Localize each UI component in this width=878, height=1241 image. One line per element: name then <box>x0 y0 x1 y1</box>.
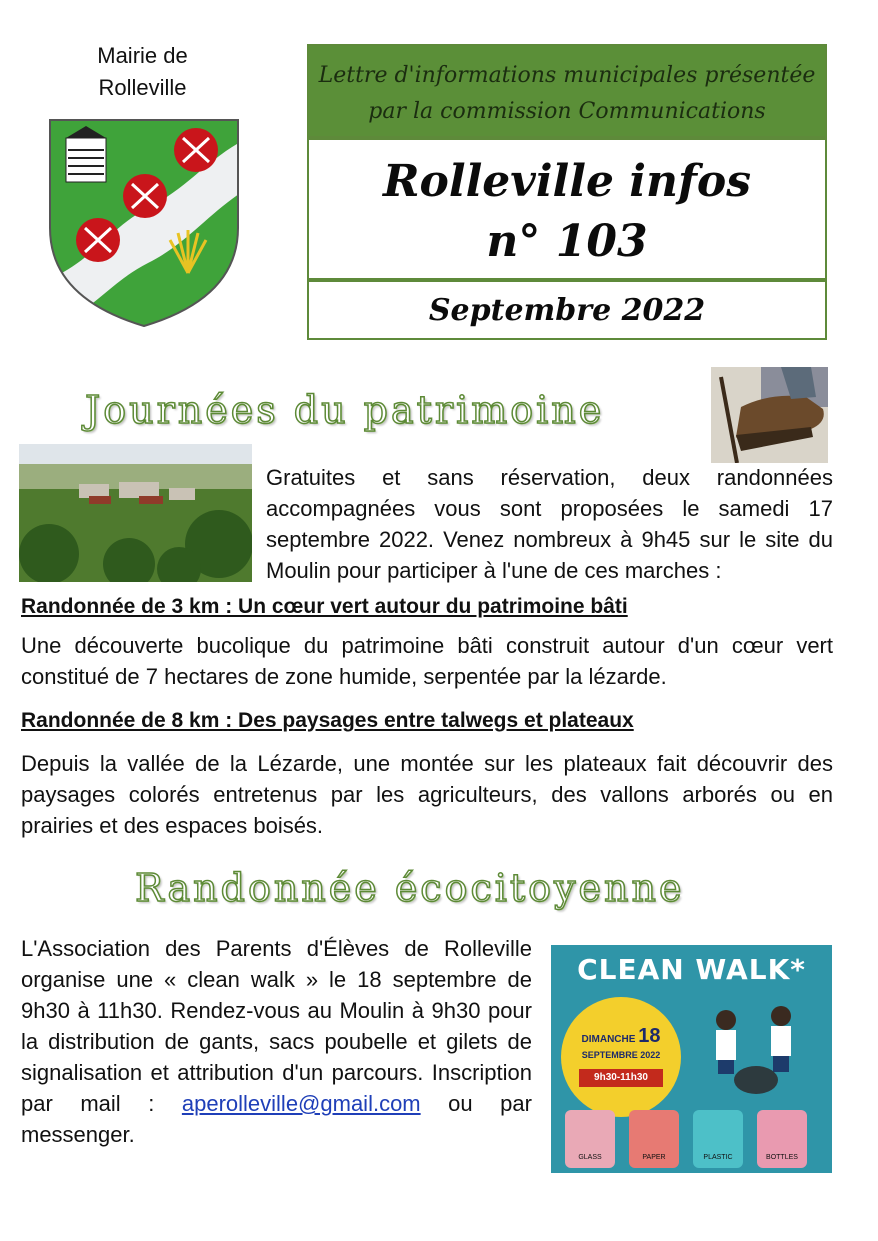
poster-title: CLEAN WALK* <box>577 953 806 986</box>
header-band <box>307 44 827 138</box>
header-band-line1: Lettre d'informations municipales présentée <box>318 63 816 88</box>
poster-day <box>561 1025 681 1048</box>
recycling-bins <box>559 1110 829 1170</box>
ecocitoyenne-text <box>21 933 532 1150</box>
ecocitoyenne-end: ou par messenger. <box>21 1091 532 1147</box>
village-photo <box>19 444 252 582</box>
email-link[interactable]: aperolleville@gmail.com <box>181 1091 421 1116</box>
header-band-line2: par la commission Communications <box>368 99 766 124</box>
section-heading-ecocitoyenne: Randonnée écocitoyenne <box>135 866 685 910</box>
poster-hours: 9h30-11h30 <box>579 1069 663 1087</box>
mairie-line2: Rolleville <box>98 75 187 100</box>
walk2-text: Depuis la vallée de la Lézarde, une montée sur les plateaux fait découvrir des paysages colorés entretenus par les agriculteurs, des vallons arborés ou en prairies et des espaces boisés. <box>21 751 833 838</box>
title-line1: Rolleville infos <box>382 156 752 207</box>
children-illustration <box>696 1000 816 1100</box>
title-line2: n° 103 <box>486 216 648 267</box>
clean-walk-poster <box>551 945 832 1173</box>
walk2-title: Randonnée de 8 km : Des paysages entre talwegs et plateaux <box>21 709 634 732</box>
walk1-text: Une découverte bucolique du patrimoine bâti construit autour d'un cœur vert constitué de 7 hectares de zone humide, serpentée par la lézarde. <box>21 633 833 689</box>
poster-month: SEPTEMBRE 2022 <box>581 1050 661 1060</box>
bin-bottles: BOTTLES <box>757 1110 807 1168</box>
mairie-line1: Mairie de <box>97 43 188 68</box>
hiking-boot-photo <box>711 367 828 463</box>
rolleville-crest-logo <box>48 118 240 328</box>
walk1-title: Randonnée de 3 km : Un cœur vert autour du patrimoine bâti <box>21 595 628 618</box>
bin-paper: PAPER <box>629 1110 679 1168</box>
ecocitoyenne-body: L'Association des Parents d'Élèves de Rolleville organise une « clean walk » le 18 septembre de 9h30 à 11h30. Rendez-vous au Moulin à 9h30 pour la distribution de gants, sacs poubelle et gilets de signalisation et attribution d'un parcours. Inscription par mail : <box>21 936 532 1116</box>
patrimoine-intro: Gratuites et sans réservation, deux randonnées accompagnées vous sont proposées le samedi 17 septembre 2022. Venez nombreux à 9h45 sur le site du Moulin pour participer à l'une de ces marches : <box>266 465 833 583</box>
bin-plastic: PLASTIC <box>693 1110 743 1168</box>
mairie-label <box>50 40 235 104</box>
poster-day-label: DIMANCHE <box>581 1034 636 1045</box>
issue-date: Septembre 2022 <box>307 280 827 340</box>
bin-glass: GLASS <box>565 1110 615 1168</box>
newsletter-title <box>307 138 827 280</box>
poster-day-number: 18 <box>638 1025 661 1047</box>
section-heading-patrimoine: Journées du patrimoine <box>85 388 605 432</box>
